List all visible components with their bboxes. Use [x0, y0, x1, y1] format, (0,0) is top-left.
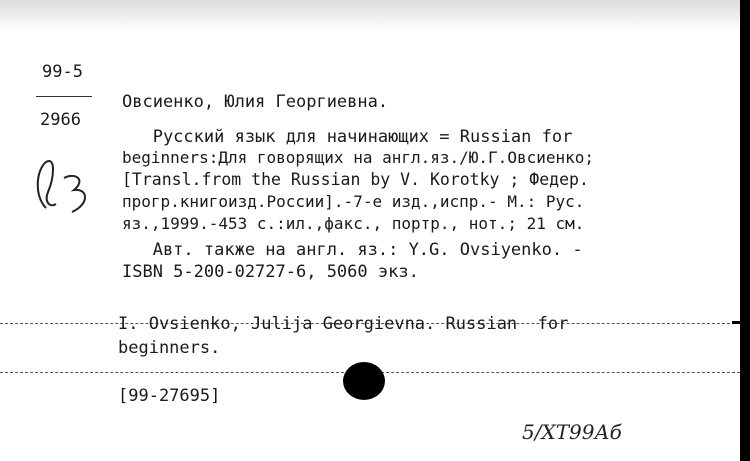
- entry-line-4: [Transl.from the Russian by V. Korotky ; Федер.: [122, 170, 589, 189]
- call-number-divider: [36, 96, 92, 97]
- entry-line-8: ISBN 5-200-02727-6, 5060 экз.: [122, 262, 419, 282]
- entry-line-3: beginners:Для говорящих на англ.яз./Ю.Г.Овсиенко;: [122, 148, 595, 167]
- entry-line-5: прогр.книгоизд.России].-7-е изд.,испр.- М.: Рус.: [122, 192, 585, 211]
- punch-hole: [343, 362, 385, 400]
- tracing-line-1: I. Ovsienko, Julija Georgievna. Russian for: [118, 314, 569, 334]
- entry-line-1: Овсиенко, Юлия Георгиевна.: [122, 92, 389, 112]
- handwritten-note: 5/ХТ99Аб: [522, 420, 622, 444]
- handwritten-mark-icon: [28, 148, 98, 228]
- call-number-bottom: 2966: [40, 110, 81, 130]
- record-id: [99-27695]: [118, 386, 221, 406]
- entry-line-7: Авт. также на англ. яз.: Y.G. Ovsiyenko. -: [122, 240, 583, 260]
- entry-line-2: Русский язык для начинающих = Russian for: [122, 127, 573, 147]
- call-number-top: 99-5: [42, 62, 83, 82]
- entry-line-6: яз.,1999.-453 с.:ил.,факс., портр., нот.; 21 см.: [122, 214, 585, 233]
- edge-mark: [732, 321, 750, 324]
- tracing-line-2: beginners.: [118, 338, 221, 358]
